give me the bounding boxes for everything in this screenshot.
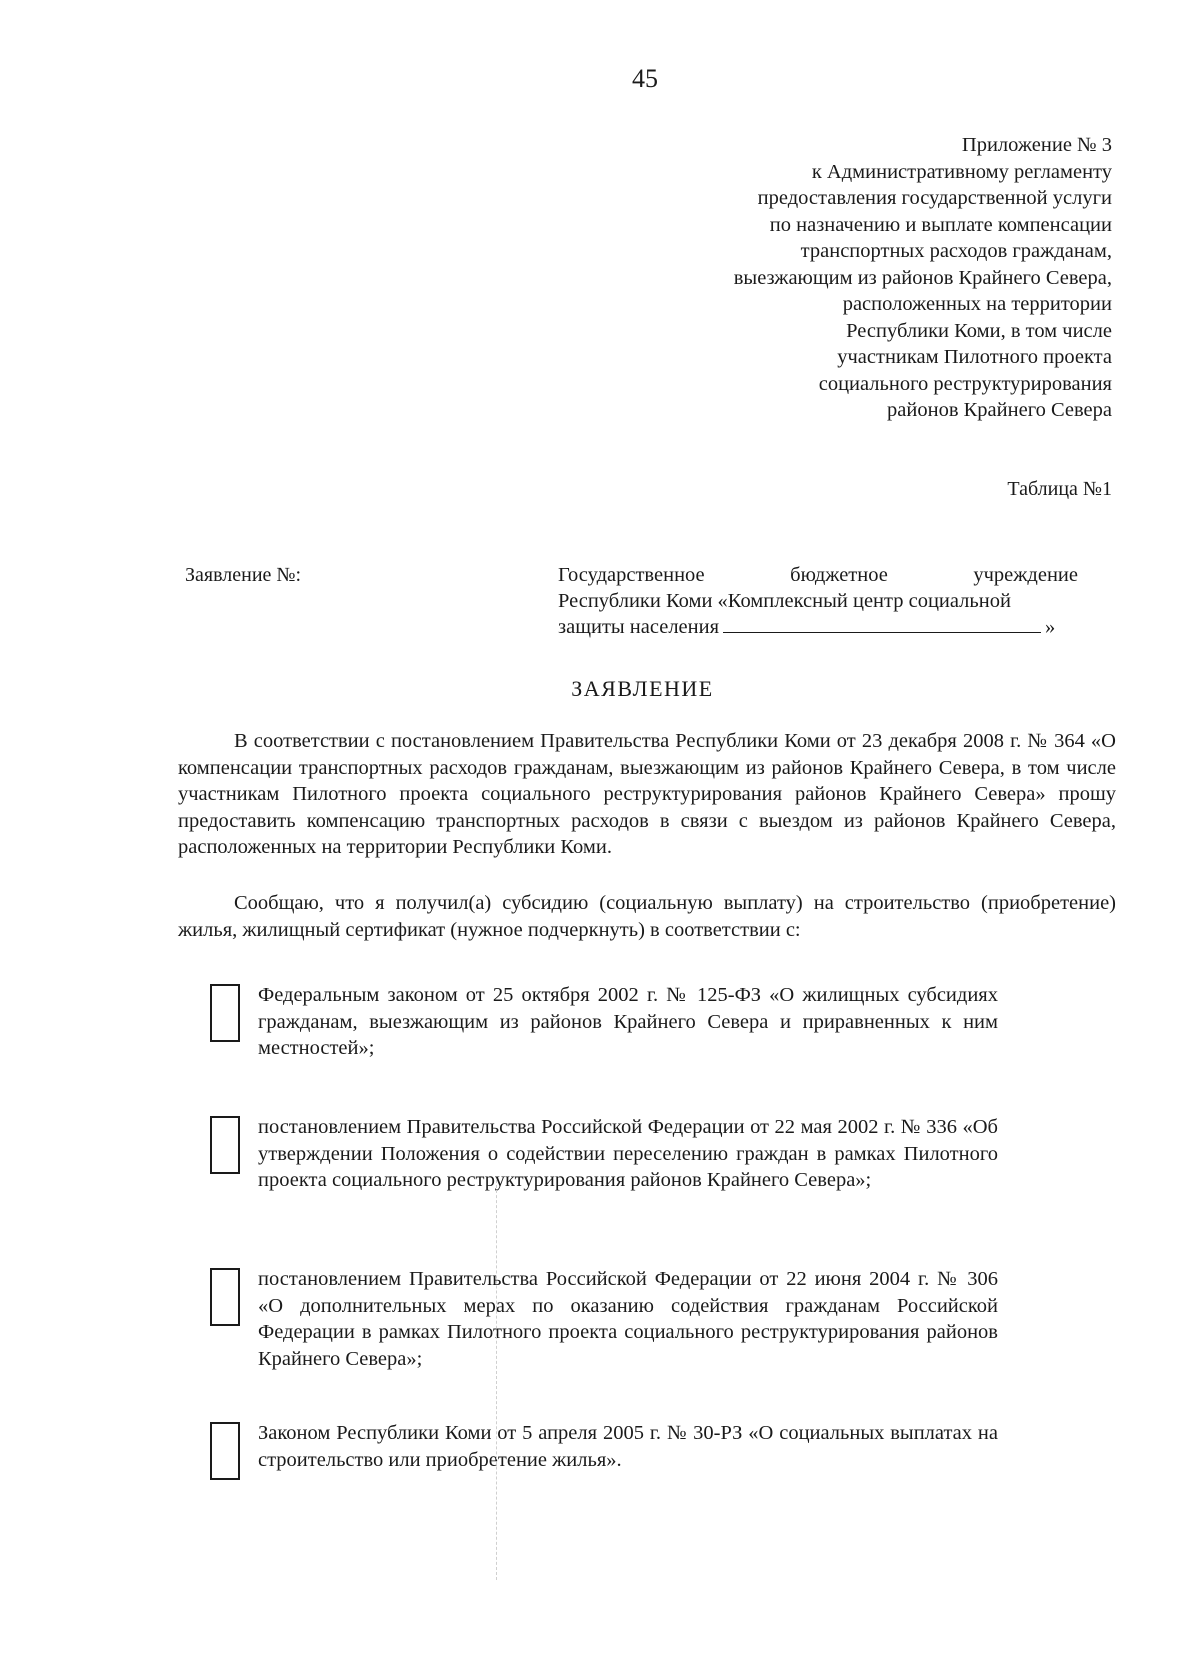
appendix-line: расположенных на территории	[842, 293, 1112, 315]
appendix-line: транспортных расходов гражданам,	[800, 240, 1112, 262]
recipient-line-text: защиты населения	[558, 616, 720, 638]
option-checkbox[interactable]	[210, 1422, 240, 1480]
table-label: Таблица №1	[1007, 478, 1112, 500]
appendix-line: социального реструктурирования	[818, 372, 1112, 395]
option-text: Законом Республики Коми от 5 апреля 2005 г. № 30-РЗ «О социальных выплатах на строительство или приобретение жилья».	[258, 1422, 998, 1471]
option-text: Федеральным законом от 25 октября 2002 г. № 125-ФЗ «О жилищных субсидиях гражданам, выезжающим из районов Крайнего Севера и приравненных к ним местностей»;	[258, 984, 998, 1059]
option-item	[210, 984, 1010, 1084]
option-checkbox[interactable]	[210, 1268, 240, 1326]
appendix-header	[734, 132, 1112, 424]
recipient-block	[558, 562, 1078, 640]
appendix-line: выезжающим из районов Крайнего Севера,	[733, 266, 1112, 289]
option-item	[210, 1116, 1010, 1216]
appendix-line: Республики Коми, в том числе	[846, 319, 1112, 342]
option-text: постановлением Правительства Российской Федерации от 22 июня 2004 г. № 306 «О дополнительных мерах по оказанию содействия гражданам Российской Федерации в рамках Пилотного проекта социального реструктурирования районов Крайнего Севера»;	[258, 1268, 998, 1370]
appendix-line: участникам Пилотного проекта	[837, 346, 1112, 368]
recipient-line-with-blank	[558, 614, 1078, 640]
document-title: ЗАЯВЛЕНИЕ	[571, 676, 714, 701]
option-checkbox[interactable]	[210, 1116, 240, 1174]
recipient-line: Государственное бюджетное учреждение	[558, 564, 1078, 586]
option-text: постановлением Правительства Российской Федерации от 22 мая 2002 г. № 336 «Об утверждении Положения о содействии переселению граждан в рамках Пилотного проекта социального реструктурирования районов Крайнего Севера»;	[258, 1116, 998, 1191]
recipient-name-blank[interactable]	[723, 614, 1041, 633]
option-checkbox[interactable]	[210, 984, 240, 1042]
appendix-line: к Административному регламенту	[811, 160, 1112, 183]
recipient-line: Республики Коми «Комплексный центр социальной	[558, 590, 1011, 612]
appendix-line: Приложение № 3	[961, 134, 1112, 156]
page-number: 45	[632, 64, 658, 93]
statement-number-label: Заявление №:	[185, 564, 302, 586]
option-item	[210, 1422, 1010, 1522]
option-item	[210, 1268, 1010, 1368]
appendix-line: по назначению и выплате компенсации	[769, 213, 1112, 236]
body-paragraph: В соответствии с постановлением Правительства Республики Коми от 23 декабря 2008 г. № 364 «О компенсации транспортных расходов гражданам, выезжающим из районов Крайнего Севера, в том числе участникам Пилотного проекта социального реструктурирования районов Крайнего Севера» прошу предоставить компенсацию транспортных расходов в связи с выездом из районов Крайнего Севера, расположенных на территории Республики Коми.	[178, 730, 1116, 859]
scan-fold-line	[496, 1180, 497, 1580]
appendix-line: предоставления государственной услуги	[757, 187, 1112, 209]
body-paragraph: Сообщаю, что я получил(а) субсидию (социальную выплату) на строительство (приобретение) жилья, жилищный сертификат (нужное подчеркнуть) в соответствии с:	[178, 892, 1116, 941]
closing-quote: »	[1045, 616, 1056, 638]
appendix-line: районов Крайнего Севера	[887, 399, 1112, 421]
